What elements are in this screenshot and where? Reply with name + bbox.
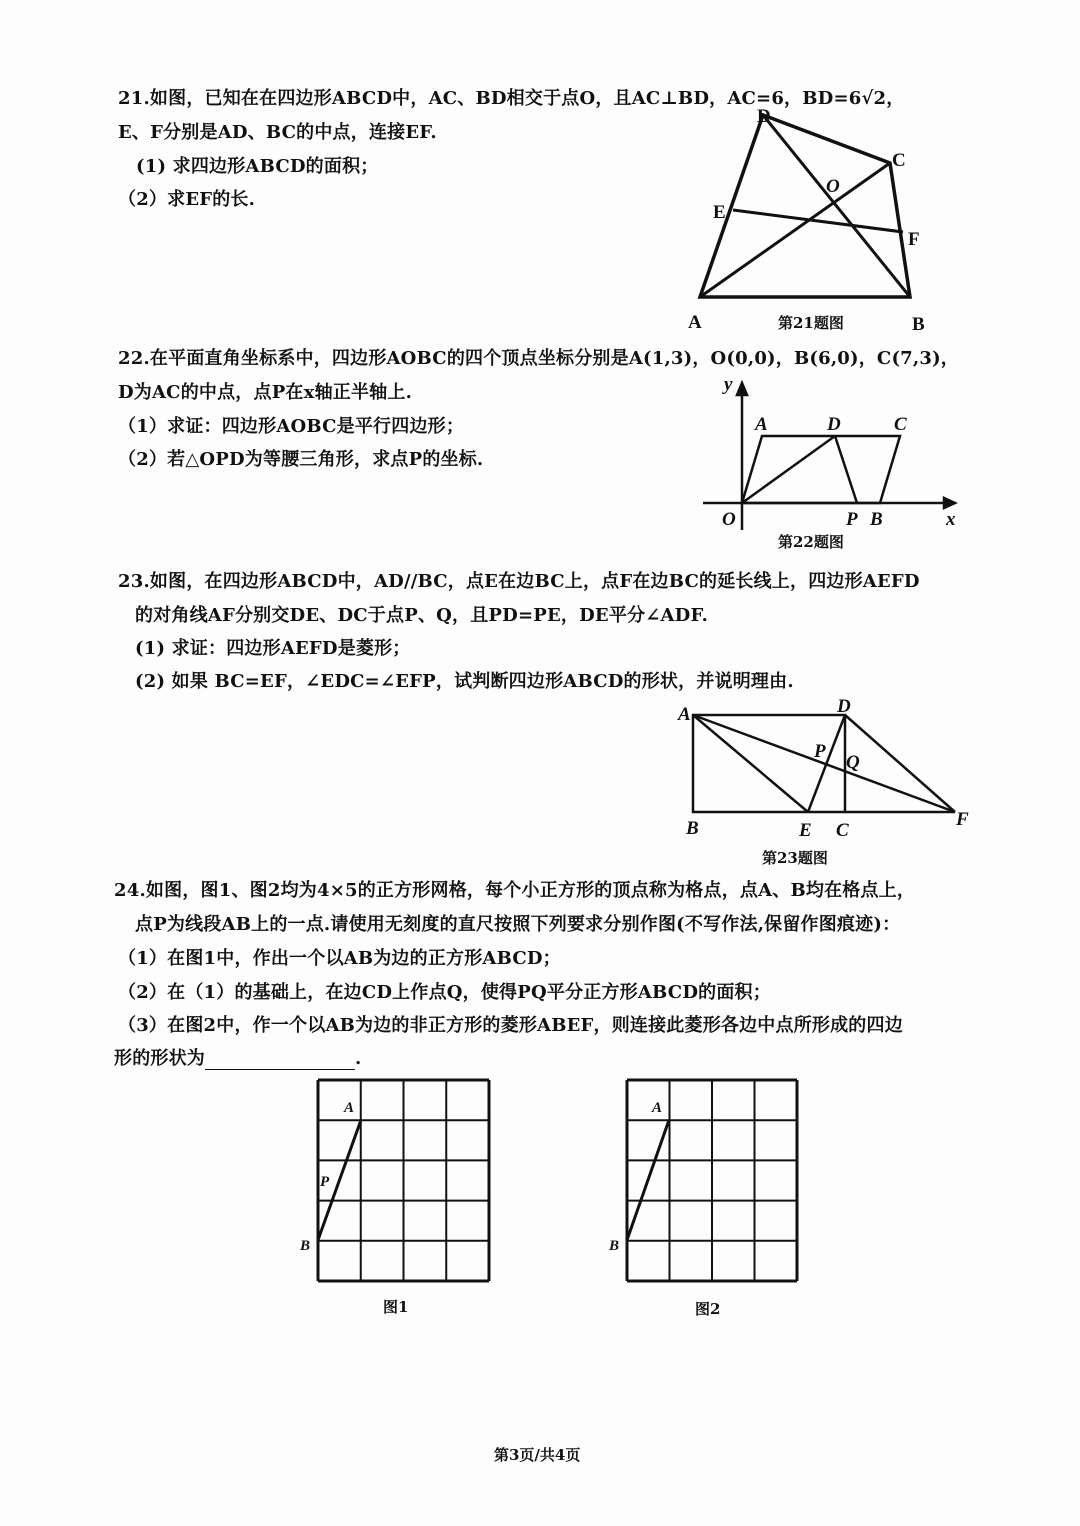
fig22-label-A: A [755,414,768,435]
q21-line-1: 21.如图，已知在在四边形ABCD中，AC、BD相交于点O，且AC⊥BD，AC=6，BD=6√2， [118,88,905,109]
fig2-label-A: A [652,1100,663,1116]
fig21-label-B: B [912,314,925,335]
q23-part-1: (1) 求证：四边形AEFD是菱形； [135,638,411,659]
figure-22 [703,383,955,530]
fig21-label-C: C [892,150,906,171]
fig1-caption: 图1 [383,1298,409,1316]
fig22-label-D: D [827,414,841,435]
fig23-label-E: E [799,820,812,841]
q22-line-2: D为AC的中点，点P在x轴正半轴上. [118,382,413,403]
fig23-label-D: D [837,696,851,717]
fig23-label-Q: Q [846,752,860,773]
q23-part-2: (2) 如果 BC=EF，∠EDC=∠EFP，试判断四边形ABCD的形状，并说明理由. [135,671,794,692]
q24-last-end: . [355,1048,362,1069]
q22-part-1: （1）求证：四边形AOBC是平行四边形； [118,416,465,437]
figure-21 [700,115,910,297]
fig23-label-C: C [836,820,849,841]
fig2-caption: 图2 [695,1300,721,1318]
fig1-label-P: P [320,1174,330,1190]
q24-part-3: （3）在图2中，作一个以AB为边的非正方形的菱形ABEF，则连接此菱形各边中点所形成的四边 [118,1015,903,1036]
q23-line-1: 23.如图，在四边形ABCD中，AD//BC，点E在边BC上，点F在边BC的延长线上，四边形AEFD [118,571,920,592]
fig22-label-P: P [846,509,858,530]
fig23-label-A: A [678,704,691,725]
fig2-label-B: B [609,1238,620,1254]
fig21-label-E: E [713,202,726,223]
fig23-label-P: P [814,741,826,762]
q21-part-2: （2）求EF的长. [118,189,256,210]
q21-part-1: (1) 求四边形ABCD的面积； [136,156,379,177]
fig23-label-B: B [686,818,699,839]
fig22-label-C: C [894,414,907,435]
q24-part-1: （1）在图1中，作出一个以AB为边的正方形ABCD； [118,948,561,969]
q22-caption: 第22题图 [778,533,844,551]
fig2-segment-AB [627,1120,669,1240]
fig21-label-A: A [688,312,702,333]
q24-part-2: （2）在（1）的基础上，在边CD上作点Q，使得PQ平分正方形ABCD的面积； [118,982,771,1003]
q22-line-1: 22.在平面直角坐标系中，四边形AOBC的四个顶点坐标分别是A(1,3)，O(0,0)，B(6,0)，C(7,3)， [118,348,960,369]
fig22-label-B: B [870,509,883,530]
q23-caption: 第23题图 [762,849,828,867]
fig1-label-A: A [344,1100,355,1116]
q24-last-line: 形的形状为 [114,1048,205,1069]
q24-line-1: 24.如图，图1、图2均为4×5的正方形网格，每个小正方形的顶点称为格点，点A、B均在格点上， [114,880,916,901]
q23-line-2: 的对角线AF分别交DE、DC于点P、Q，且PD=PE，DE平分∠ADF. [135,605,709,626]
fig21-label-D: D [757,106,771,127]
fig21-label-F: F [908,229,920,250]
fig22-label-y: y [724,374,733,395]
fig1-label-B: B [300,1238,311,1254]
page-footer: 第3页/共4页 [494,1446,581,1464]
q21-caption: 第21题图 [778,314,844,332]
fig22-label-x: x [946,509,956,530]
figure-23 [693,715,955,812]
fig22-label-O: O [722,509,736,530]
q24-line-2: 点P为线段AB上的一点.请使用无刻度的直尺按照下列要求分别作图(不写作法,保留作图痕迹)： [135,914,901,935]
q22-part-2: （2）若△OPD为等腰三角形，求点P的坐标. [118,449,484,470]
q21-line-2: E、F分别是AD、BC的中点，连接EF. [118,122,437,143]
fig21-label-O: O [826,176,840,197]
fig23-label-F: F [956,809,969,830]
